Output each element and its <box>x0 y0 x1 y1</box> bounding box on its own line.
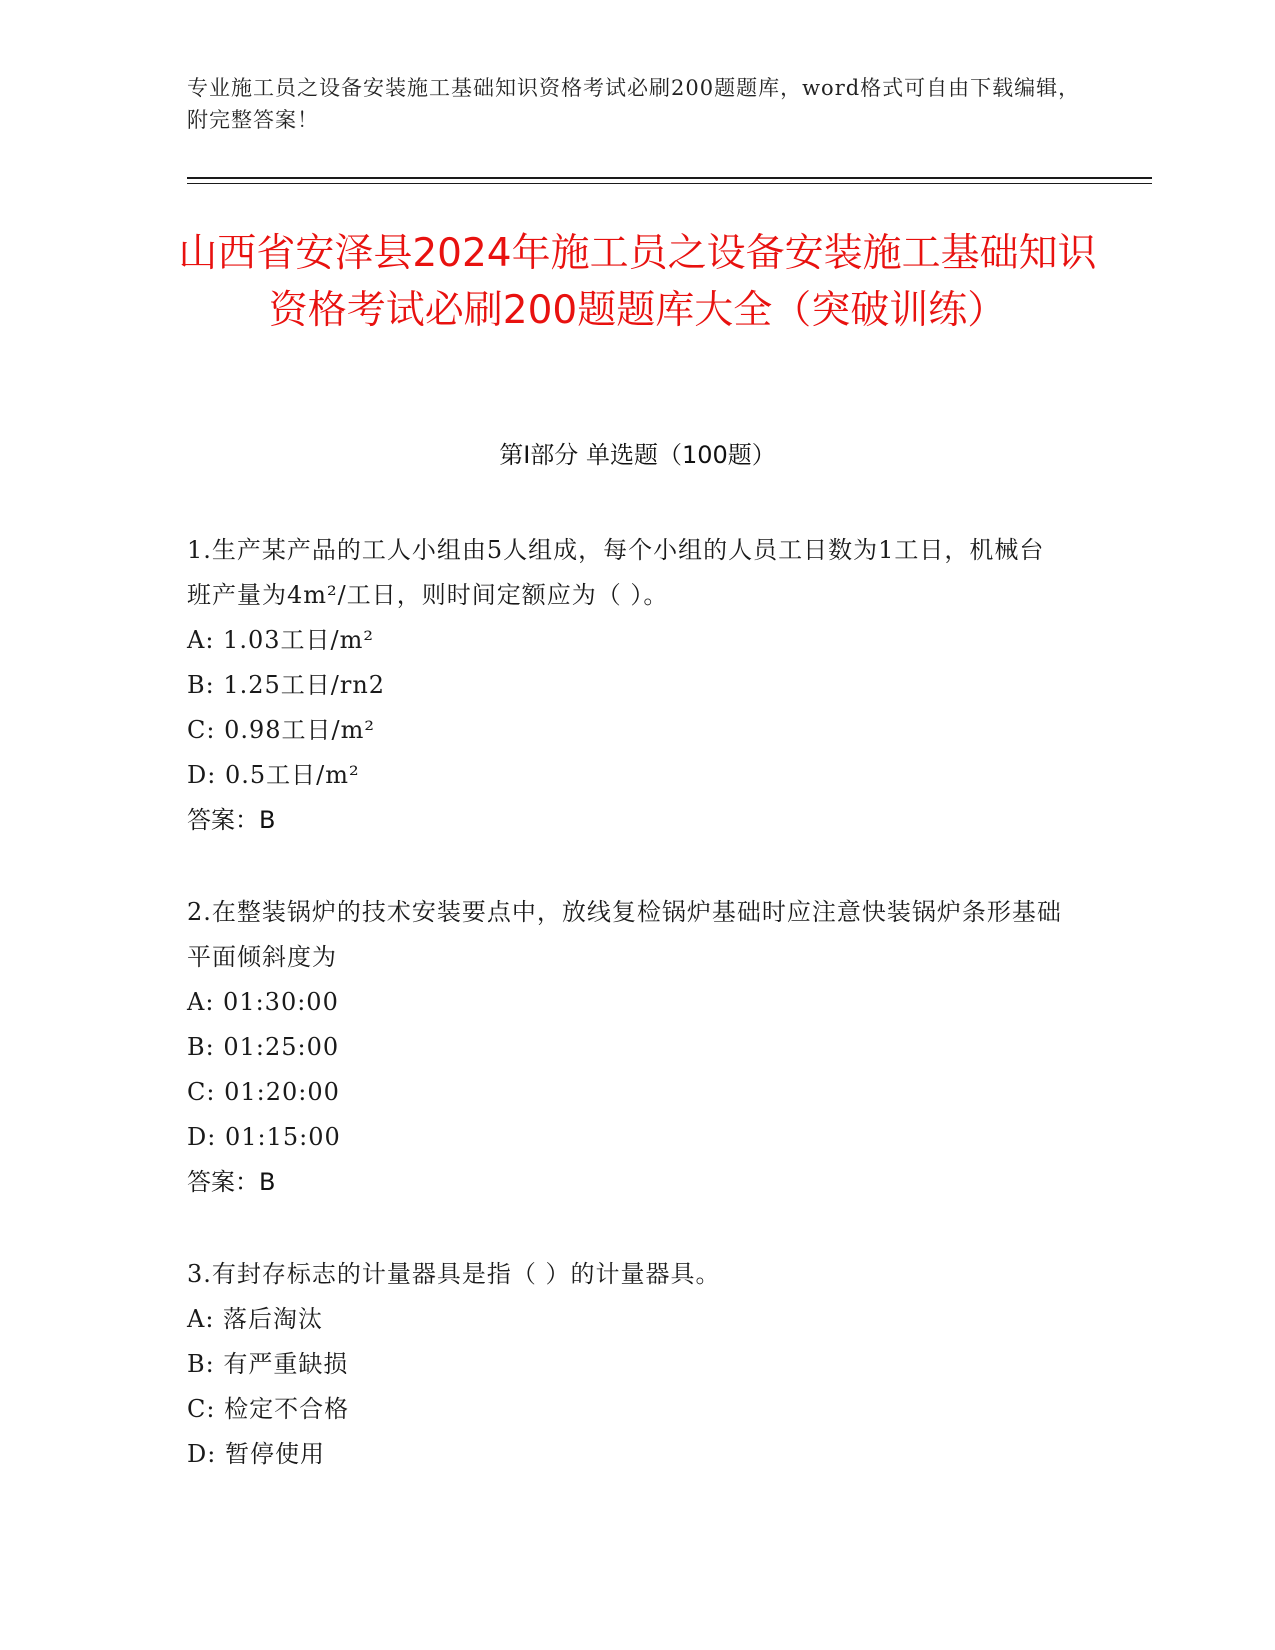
answer-label: 答案：B <box>187 806 276 834</box>
question-3 <box>187 1252 1067 1477</box>
header-divider-thin <box>187 183 1152 184</box>
option-d: D: 01:15:00 <box>187 1123 341 1151</box>
header-note: 专业施工员之设备安装施工基础知识资格考试必刷200题题库，word格式可自由下载编辑，附完整答案！ <box>187 76 1081 132</box>
option-d: D: 暂停使用 <box>187 1440 325 1468</box>
question-1 <box>187 528 1067 843</box>
header-divider-thick <box>187 177 1152 179</box>
option-a: A: 01:30:00 <box>187 988 339 1016</box>
question-stem: 1.生产某产品的工人小组由5人组成，每个小组的人员工日数为1工日，机械台班产量为4m²/工日，则时间定额应为（ ）。 <box>187 536 1045 609</box>
answer-label: 答案：B <box>187 1168 276 1196</box>
option-b: B: 01:25:00 <box>187 1033 340 1061</box>
option-c: C: 01:20:00 <box>187 1078 340 1106</box>
section-title: 第I部分 单选题（100题） <box>499 441 776 469</box>
option-d: D: 0.5工日/m² <box>187 761 360 789</box>
option-c: C: 0.98工日/m² <box>187 716 375 744</box>
question-2 <box>187 890 1067 1205</box>
question-list <box>187 528 1067 1524</box>
option-c: C: 检定不合格 <box>187 1395 350 1423</box>
option-b: B: 有严重缺损 <box>187 1350 349 1378</box>
option-a: A: 落后淘汰 <box>187 1305 324 1333</box>
option-b: B: 1.25工日/rn2 <box>187 671 386 699</box>
question-stem: 2.在整装锅炉的技术安装要点中，放线复检锅炉基础时应注意快装锅炉条形基础平面倾斜度为 <box>187 898 1062 971</box>
question-stem: 3.有封存标志的计量器具是指（ ）的计量器具。 <box>187 1260 721 1288</box>
document-title: 山西省安泽县2024年施工员之设备安装施工基础知识资格考试必刷200题题库大全（突破训练） <box>178 231 1097 333</box>
option-a: A: 1.03工日/m² <box>187 626 374 654</box>
